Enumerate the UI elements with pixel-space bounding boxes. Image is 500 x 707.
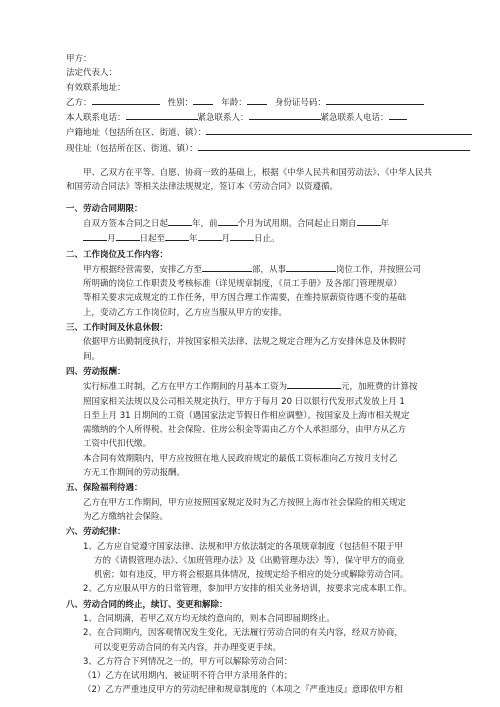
position-blank[interactable] bbox=[286, 262, 336, 272]
preamble: 甲、乙双方在平等、自愿、协商一致的基础上，根据《中华人民共和国劳动法》、《中华人民共和国劳动合同法》等相关法律法规规定，签订本《劳动合同》以资遵循。 bbox=[66, 168, 432, 193]
age-blank[interactable] bbox=[247, 95, 267, 105]
section-1-title: 一、劳动合同期限： bbox=[66, 203, 143, 214]
section-4-title: 四、劳动报酬： bbox=[66, 366, 126, 377]
party-b-row: 乙方： 性别： 年龄： 身份证号码： bbox=[66, 95, 432, 110]
section-6-title: 六、劳动纪律： bbox=[66, 527, 126, 538]
probation-blank[interactable] bbox=[218, 216, 238, 226]
section-5-body: 乙方在甲方工作期间，甲方应按照国家规定及时为乙方按照上海市社会保险的相关规定 为乙方缴纳社会保险。 bbox=[83, 497, 407, 522]
contact-row: 本人联系电话： 紧急联系人： 紧急联系人电话： bbox=[66, 110, 432, 125]
household-address-blank[interactable] bbox=[206, 125, 472, 135]
party-b-blank[interactable] bbox=[92, 95, 160, 105]
emergency-contact-blank[interactable] bbox=[249, 110, 321, 120]
department-blank[interactable] bbox=[202, 262, 252, 272]
current-address-row: 现住址（包括所在区、街道、镇）： bbox=[66, 141, 432, 156]
gender-blank[interactable] bbox=[193, 95, 213, 105]
emergency-phone-blank[interactable] bbox=[389, 110, 407, 120]
valid-address-field: 有效联系地址： bbox=[66, 82, 126, 93]
end-day-blank[interactable] bbox=[230, 231, 254, 241]
years-blank[interactable] bbox=[168, 216, 192, 226]
section-4-body: 实行标准工时制，乙方在甲方工作期间的月基本工资为 元，加班费的计算按 照国家相关法规以及公司相关规定执行，甲方于每月 20 日以银行代发形式发放上月 1 日至上月 31 日期间的工资（遇国家法定节假日作相应调整）。按国家及上海市相关规定 需缴纳的个人所得税、社会保险、住房公积金等需由乙方个人承担部分，由甲方从乙方 工资中代扣代缴。 本合同有效期限内，甲方应按照在地人民政府规定的最低工资标准向乙方按月支付乙 方无工作期间的劳动报酬。 bbox=[66, 379, 432, 480]
section-2-body: 甲方根据经营需要，安排乙方至 部，从事 岗位工作，并按照公司 所明确的岗位工作职责及考核标准（详见规章制度，《员工手册》及各部门管理规章） 等相关要求完成规定的工作任务，甲方因合理工作需要，在维持原薪资待遇不变的基础 上，变动乙方工作岗位时，乙方应当服从甲方的安排。 bbox=[66, 262, 432, 320]
legal-rep-field: 法定代表人： bbox=[66, 68, 118, 79]
section-2-title: 二、工作岗位及工作内容： bbox=[66, 249, 169, 260]
section-6-body: 1、乙方应自觉遵守国家法律、法规和甲方依法制定的各项规章制度（包括但不限于甲 方的《请假管理办法》、《加班管理办法》及《出勤管理办法》等），保守甲方的商业 机密；如有违反，甲方将会根据具体情况，按规定给予相应的处分或解除劳动合同。 2、乙方应服从甲方的日常管理，参加甲方安排的相关业务培训，按要求完成本职工作。 bbox=[83, 541, 412, 595]
section-5-title: 五、保险福利待遇： bbox=[66, 483, 143, 494]
household-address-row: 户籍地址（包括所在区、街道、镇）： bbox=[66, 125, 432, 140]
end-month-blank[interactable] bbox=[198, 231, 222, 241]
id-number-blank[interactable] bbox=[326, 95, 424, 105]
salary-blank[interactable] bbox=[287, 379, 341, 389]
start-day-blank[interactable] bbox=[116, 231, 140, 241]
start-month-blank[interactable] bbox=[83, 231, 107, 241]
personal-phone-blank[interactable] bbox=[126, 110, 198, 120]
start-year-blank[interactable] bbox=[357, 216, 381, 226]
section-3-title: 三、工作时间及休息休假： bbox=[66, 323, 169, 334]
section-3-body: 依据甲方出勤制度执行，并按国家相关法律、法规之规定合理为乙方安排休息及休假时 间。 bbox=[83, 337, 407, 362]
end-year-blank[interactable] bbox=[165, 231, 189, 241]
party-a-field: 甲方： bbox=[66, 54, 92, 64]
current-address-blank[interactable] bbox=[198, 141, 470, 151]
section-8-title: 八、劳动合同的终止，续订、变更和解除： bbox=[66, 599, 228, 610]
section-8-body: 1、合同期满，若甲乙双方均无续约意向的，则本合同即届期终止。 2、在合同期内，因客观情况发生变化，无法履行劳动合同的有关内容，经双方协商， 可以变更劳动合同的有关内容，并办理变更手续。 3、乙方符合下列情况之一的，甲方可以解除劳动合同： （1）乙方在试用期内，被证明不符合甲方录用条件的； （2）乙方严重违反甲方的劳动纪律和规章制度的（本项之『严重违反』意即依甲方相 bbox=[83, 613, 403, 696]
section-1-body: 自双方签本合同之日起 年，前 个月为试用期。合同起止日期自 年 月 日起至 年 月 日止。 bbox=[66, 216, 432, 247]
